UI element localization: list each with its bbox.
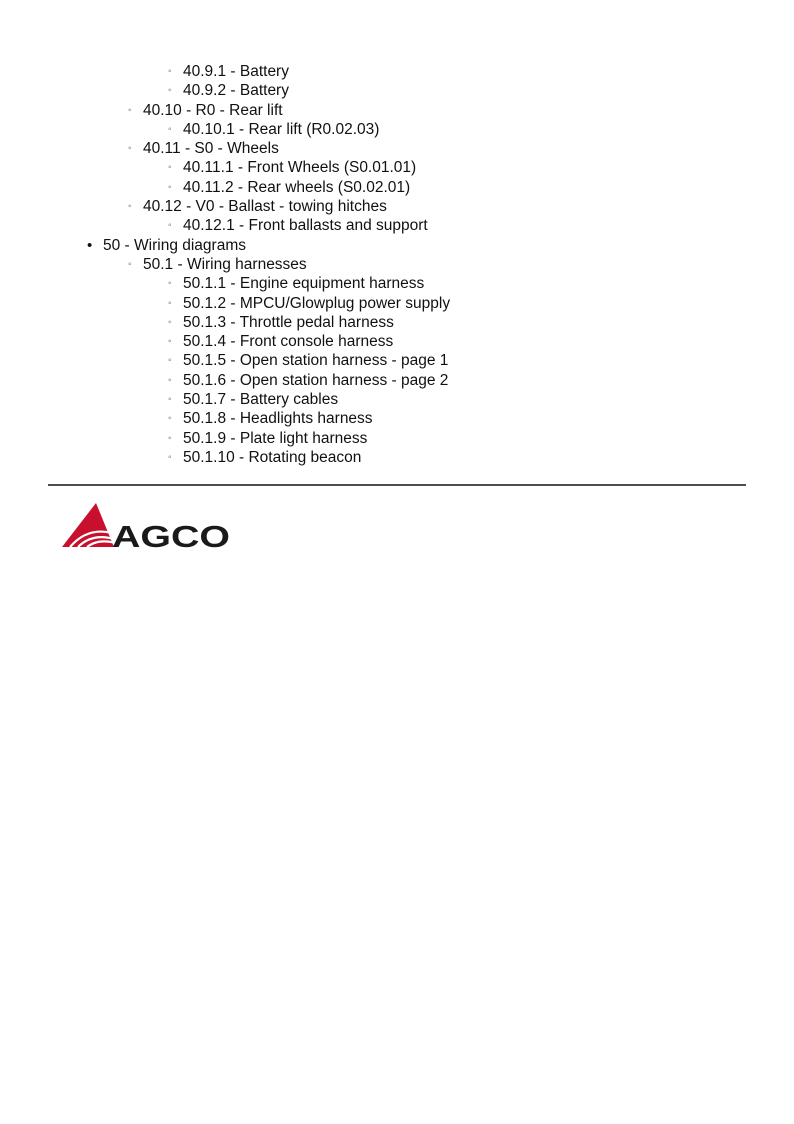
bullet-icon: ◦	[168, 316, 172, 328]
toc-item-level-3[interactable]	[0, 448, 794, 467]
toc-item-label: 50.1.4 - Front console harness	[183, 333, 394, 351]
toc-item-label: 50.1.8 - Headlights harness	[183, 410, 373, 428]
bullet-icon: ◦	[168, 66, 172, 77]
bullet-icon: ◦	[168, 278, 172, 290]
agco-logo-graphic	[62, 503, 232, 549]
toc-item-label: 50.1.3 - Throttle pedal harness	[183, 313, 394, 331]
toc-item-level-3[interactable]	[0, 158, 794, 177]
bullet-icon: ◦	[168, 85, 172, 97]
toc-item-level-1[interactable]	[0, 236, 794, 255]
toc-item-level-3[interactable]	[0, 313, 794, 332]
bullet-icon: ◦	[168, 123, 172, 135]
bullet-icon: ◦	[168, 355, 172, 367]
toc-item-level-3[interactable]	[0, 332, 794, 351]
bullet-icon: ◦	[128, 143, 132, 155]
toc-item-level-3[interactable]	[0, 216, 794, 235]
toc-item-label: 40.10.1 - Rear lift (R0.02.03)	[183, 120, 380, 138]
bullet-icon: ◦	[128, 104, 132, 116]
bullet-icon: ◦	[168, 297, 172, 309]
toc-item-label: 50.1.9 - Plate light harness	[183, 429, 368, 447]
agco-logo	[62, 503, 232, 549]
toc-item-label: 50.1.2 - MPCU/Glowplug power supply	[183, 294, 451, 312]
toc-item-label: 40.10 - R0 - Rear lift	[143, 101, 283, 119]
bullet-icon: •	[87, 236, 93, 254]
bullet-icon: ◦	[128, 201, 132, 213]
toc-item-level-3[interactable]	[0, 178, 794, 197]
toc-item-label: 50.1.5 - Open station harness - page 1	[183, 352, 449, 370]
bullet-icon: ◦	[168, 220, 172, 232]
toc-item-label: 40.11.2 - Rear wheels (S0.02.01)	[183, 178, 411, 196]
toc-item-label: 50.1.6 - Open station harness - page 2	[183, 371, 449, 389]
toc-item-level-3[interactable]	[0, 429, 794, 448]
toc-item-label: 40.9.2 - Battery	[183, 82, 289, 100]
toc-item-level-3[interactable]	[0, 62, 794, 81]
footer-divider	[48, 484, 746, 486]
bullet-icon: ◦	[168, 432, 172, 444]
bullet-icon: ◦	[168, 162, 172, 174]
bullet-icon: ◦	[128, 258, 132, 270]
bullet-icon: ◦	[168, 394, 172, 406]
bullet-icon: ◦	[168, 451, 172, 463]
toc-item-label: 50 - Wiring diagrams	[103, 236, 246, 254]
toc-item-level-3[interactable]	[0, 81, 794, 100]
toc-item-level-3[interactable]	[0, 409, 794, 428]
toc-item-label: 40.12.1 - Front ballasts and support	[183, 217, 428, 235]
toc-item-label: 40.12 - V0 - Ballast - towing hitches	[143, 198, 387, 216]
toc-item-level-2[interactable]	[0, 139, 794, 158]
toc-item-level-3[interactable]	[0, 390, 794, 409]
toc-item-label: 40.11 - S0 - Wheels	[143, 140, 279, 158]
toc-item-label: 50.1.1 - Engine equipment harness	[183, 275, 425, 293]
toc-item-level-3[interactable]	[0, 274, 794, 293]
toc-item-level-2[interactable]	[0, 101, 794, 120]
toc-item-level-2[interactable]	[0, 255, 794, 274]
toc-item-level-3[interactable]	[0, 351, 794, 370]
agco-wordmark: AGCO	[112, 519, 230, 549]
table-of-contents	[0, 62, 794, 467]
bullet-icon: ◦	[168, 374, 172, 386]
toc-item-level-2[interactable]	[0, 197, 794, 216]
toc-item-label: 50.1.10 - Rotating beacon	[183, 448, 362, 466]
toc-item-level-3[interactable]	[0, 294, 794, 313]
toc-item-level-3[interactable]	[0, 120, 794, 139]
toc-item-label: 50.1.7 - Battery cables	[183, 391, 339, 409]
toc-item-level-3[interactable]	[0, 371, 794, 390]
bullet-icon: ◦	[168, 336, 172, 348]
bullet-icon: ◦	[168, 181, 172, 193]
toc-item-label: 50.1 - Wiring harnesses	[143, 255, 307, 273]
toc-item-label: 40.11.1 - Front Wheels (S0.01.01)	[183, 159, 417, 177]
toc-item-label: 40.9.1 - Battery	[183, 63, 289, 80]
bullet-icon: ◦	[168, 413, 172, 425]
